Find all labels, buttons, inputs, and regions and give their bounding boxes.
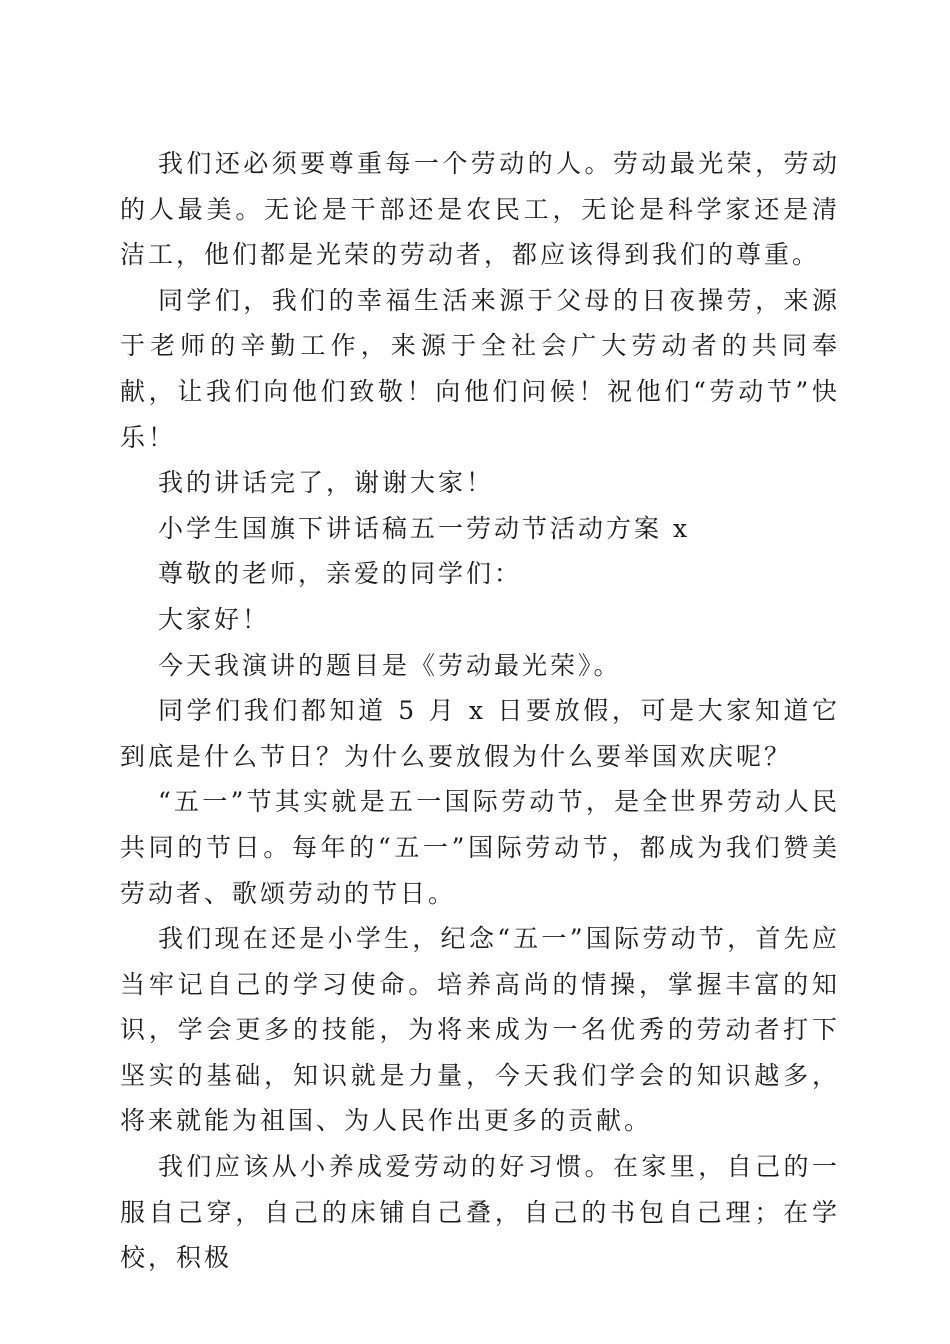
paragraph-respect-workers: 我们还必须要尊重每一个劳动的人。劳动最光荣，劳动的人最美。无论是干部还是农民工，无论是科学家还是清洁工，他们都是光荣的劳动者，都应该得到我们的尊重。 (120, 149, 840, 270)
speech-topic: 今天我演讲的题目是《劳动最光荣》。 (158, 650, 622, 680)
section-heading: 小学生国旗下讲话稿五一劳动节活动方案 x (158, 513, 691, 543)
document-body (120, 141, 840, 1281)
paragraph-may-day-meaning: “五一”节其实就是五一国际劳动节，是全世界劳动人民共同的节日。每年的“五一”国际劳动节，都成为我们赞美劳动者、歌颂劳动的节日。 (120, 787, 840, 908)
paragraph-study-mission: 我们现在还是小学生，纪念“五一”国际劳动节，首先应当牢记自己的学习使命。培养高尚的情操，掌握丰富的知识，学会更多的技能，为将来成为一名优秀的劳动者打下坚实的基础，知识就是力量，今天我们学会的知识越多，将来就能为祖国、为人民作出更多的贡献。 (120, 924, 840, 1136)
paragraph-closing-thanks: 我的讲话完了，谢谢大家！ (158, 468, 495, 498)
salutation: 尊敬的老师，亲爱的同学们： (158, 559, 523, 589)
paragraph-holiday-question: 同学们我们都知道 5 月 x 日要放假，可是大家知道它到底是什么节日？为什么要放假为什么要举国欢庆呢？ (120, 696, 840, 771)
greeting: 大家好！ (158, 604, 271, 634)
paragraph-happy-life: 同学们，我们的幸福生活来源于父母的日夜操劳，来源于老师的辛勤工作，来源于全社会广大劳动者的共同奉献，让我们向他们致敬！向他们问候！祝他们“劳动节”快乐！ (120, 285, 840, 452)
paragraph-good-habits: 我们应该从小养成爱劳动的好习惯。在家里，自己的一服自己穿，自己的床铺自己叠，自己的书包自己理；在学校，积极 (120, 1152, 840, 1273)
